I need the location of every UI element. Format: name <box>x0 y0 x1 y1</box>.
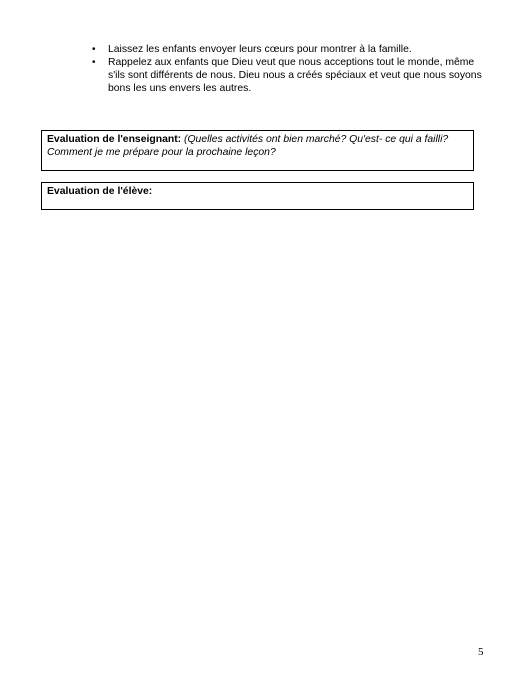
bullet-text: Rappelez aux enfants que Dieu veut que nous acceptions tout le monde, même s'ils sont différents de nous. Dieu nous a créés spéciaux et veut que nous soyons bons les uns envers les autres. <box>108 57 482 94</box>
page-number: 5 <box>478 646 484 658</box>
bullet-list <box>92 43 482 95</box>
list-item <box>92 56 482 95</box>
bullet-icon: • <box>92 57 96 68</box>
teacher-evaluation-prompt: (Quelles activités ont bien marché? Qu'est- ce qui a failli? Comment je me prépare pour la prochaine leçon? <box>47 134 449 158</box>
bullet-text: Laissez les enfants envoyer leurs cœurs pour montrer à la famille. <box>108 44 412 55</box>
list-item <box>92 43 482 56</box>
student-evaluation-box <box>41 182 474 210</box>
teacher-evaluation-box <box>41 130 474 171</box>
teacher-evaluation-label: Evaluation de l'enseignant: <box>47 134 182 145</box>
student-evaluation-label: Evaluation de l'élève: <box>47 186 153 197</box>
bullet-icon: • <box>92 44 96 55</box>
